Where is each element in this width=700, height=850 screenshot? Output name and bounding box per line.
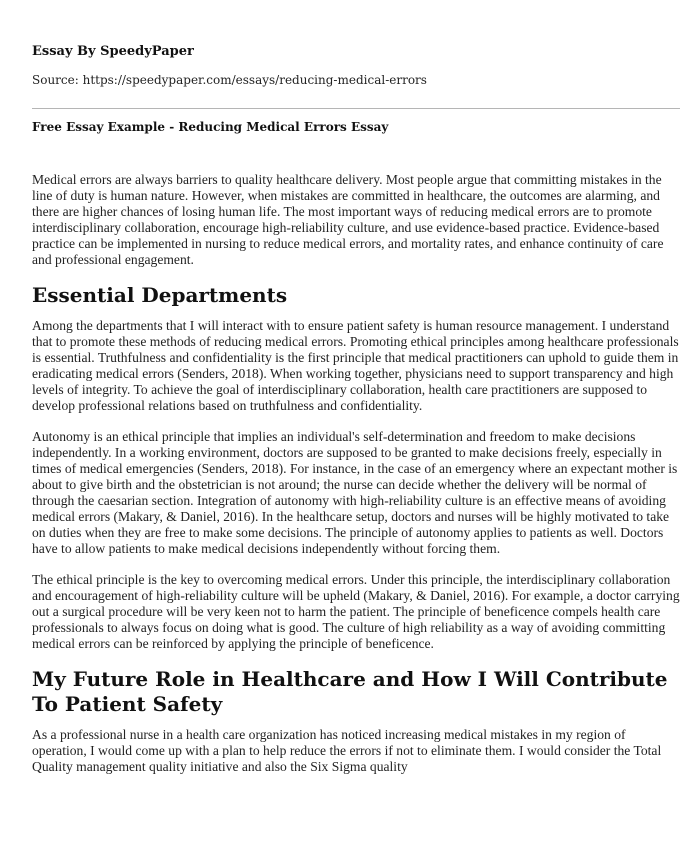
body-paragraph: The ethical principle is the key to overcoming medical errors. Under this principle, the interdisciplinary collaboration and encouragement of high-reliability culture will be upheld (Makary, & Daniel, 2016). For example, a doctor carrying out a surgical procedure will be very keen not to harm the patient. The principle of beneficence compels health care professionals to always focus on doing what is good. The culture of high reliability as a way of avoiding committing medical errors can be reinforced by applying the principle of beneficence. (32, 572, 680, 651)
body-paragraph: As a professional nurse in a health care organization has noticed increasing medical mistakes in my region of operation, I would come up with a plan to help reduce the errors if not to eliminate them. I would consider the Total Quality management quality initiative and also the Six Sigma quality (32, 727, 662, 774)
site-name: Essay By SpeedyPaper (32, 44, 194, 59)
section-heading: Essential Departments (32, 283, 288, 307)
source-line: Source: https://speedypaper.com/essays/reducing-medical-errors (32, 73, 427, 87)
header-divider (32, 108, 680, 109)
essay-body (32, 172, 682, 790)
section-heading: My Future Role in Healthcare and How I Will Contribute To Patient Safety (32, 667, 668, 716)
body-paragraph: Autonomy is an ethical principle that implies an individual's self-determination and freedom to make decisions independently. In a working environment, doctors are supposed to be granted to make decisions freely, especially in times of medical emergencies (Senders, 2018). For instance, in the case of an emergency where an expectant mother is about to give birth and the obstetrician is not around; the nurse can decide whether the delivery will be normal of through the caesarian section. Integration of autonomy with high-reliability culture is an effective means of avoiding medical errors (Makary, & Daniel, 2016). In the healthcare setup, doctors and nurses will be highly motivated to take on duties when they are free to make some decisions. The principle of autonomy applies to patients as well. Doctors have to allow patients to make medical decisions independently without forcing them. (32, 429, 678, 556)
body-paragraph: Among the departments that I will interact with to ensure patient safety is human resource management. I understand that to promote these methods of reducing medical errors. Promoting ethical principles among healthcare professionals is essential. Truthfulness and confidentiality is the first principle that medical practitioners can uphold to guide them in eradicating medical errors (Senders, 2018). When working together, physicians need to support transparency and high levels of integrity. To achieve the goal of interdisciplinary collaboration, health care practitioners are supposed to develop professional relations based on truthfulness and confidentiality. (32, 318, 679, 413)
essay-title: Free Essay Example - Reducing Medical Errors Essay (32, 120, 389, 134)
intro-paragraph: Medical errors are always barriers to quality healthcare delivery. Most people argue that committing mistakes in the line of duty is human nature. However, when mistakes are committed in healthcare, the outcomes are alarming, and there are higher chances of losing human life. The most important ways of reducing medical errors are to promote interdisciplinary collaboration, encourage high-reliability culture, and use evidence-based practice. Evidence-based practice can be implemented in nursing to reduce medical errors, and mortality rates, and enhance continuity of care and professional engagement. (32, 172, 664, 267)
